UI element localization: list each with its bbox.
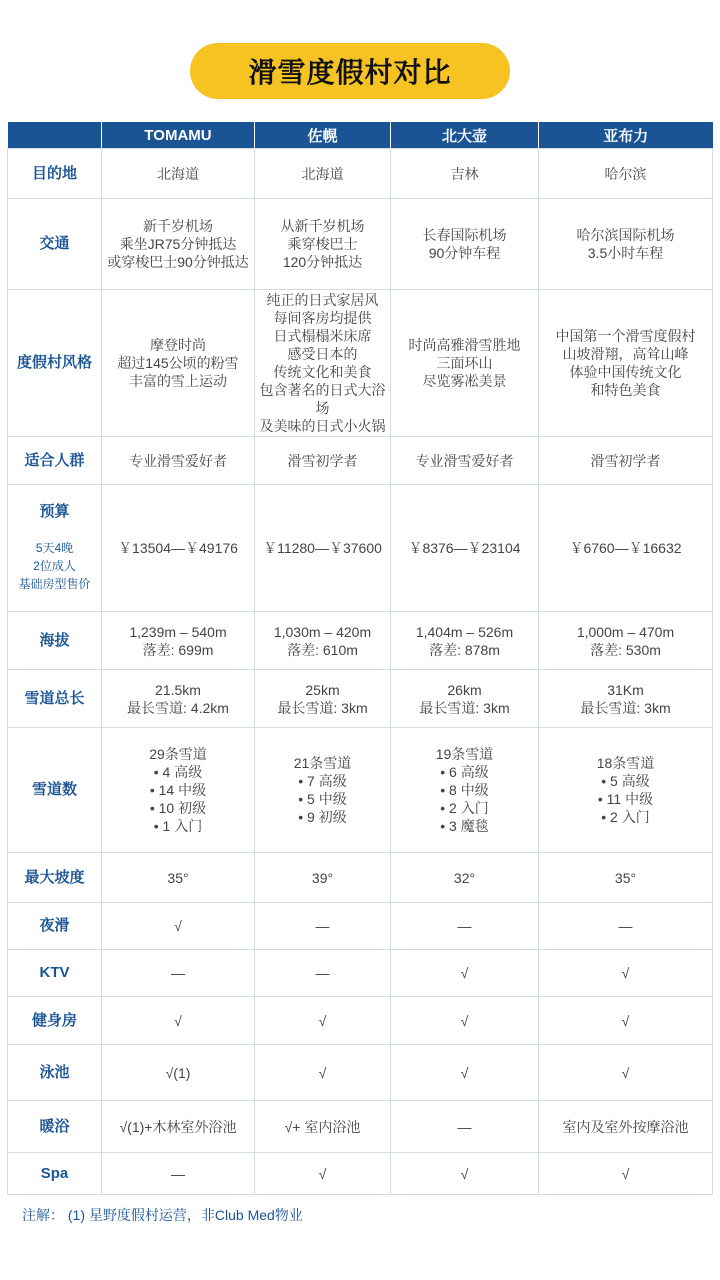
table-cell: 25km 最长雪道: 3km	[255, 670, 391, 728]
table-cell: 北海道	[255, 149, 391, 199]
table-cell: 21.5km 最长雪道: 4.2km	[102, 670, 255, 728]
header-resort: 北大壶	[391, 122, 539, 149]
table-row	[8, 853, 713, 903]
table-cell: 从新千岁机场 乘穿梭巴士 120分钟抵达	[255, 199, 391, 290]
table-cell: 21条雪道 • 7 高级 • 5 中级 • 9 初级	[255, 728, 391, 853]
row-label: 最大坡度	[8, 853, 102, 903]
table-cell: 专业滑雪爱好者	[391, 437, 539, 485]
table-cell: 室内及室外按摩浴池	[539, 1101, 713, 1153]
table-row	[8, 728, 713, 853]
row-label: 海拔	[8, 612, 102, 670]
table-cell: 滑雪初学者	[539, 437, 713, 485]
table-row	[8, 1153, 713, 1195]
table-cell: √	[391, 1045, 539, 1101]
header-resort: TOMAMU	[102, 122, 255, 149]
header-resort: 佐幌	[255, 122, 391, 149]
page-title: 滑雪度假村对比	[190, 43, 510, 99]
table-cell: √	[539, 997, 713, 1045]
row-label: 度假村风格	[8, 290, 102, 437]
table-cell: √	[539, 1153, 713, 1195]
row-label: 夜滑	[8, 903, 102, 950]
table-cell: 长春国际机场 90分钟车程	[391, 199, 539, 290]
table-row	[8, 437, 713, 485]
header-corner	[8, 122, 102, 149]
row-label-note: 5天4晚 2位成人 基础房型售价	[18, 541, 91, 591]
table-cell: √	[539, 1045, 713, 1101]
table-header-row	[8, 122, 713, 149]
table-cell: √	[391, 997, 539, 1045]
table-cell: 29条雪道 • 4 高级 • 14 中级 • 10 初级 • 1 入门	[102, 728, 255, 853]
table-cell: 1,000m – 470m 落差: 530m	[539, 612, 713, 670]
table-row	[8, 670, 713, 728]
row-label: Spa	[8, 1153, 102, 1195]
row-label: 预算	[39, 503, 70, 520]
table-cell: —	[539, 903, 713, 950]
table-cell: 18条雪道 • 5 高级 • 11 中级 • 2 入门	[539, 728, 713, 853]
table-cell: ￥6760—￥16632	[539, 485, 713, 612]
table-cell: 26km 最长雪道: 3km	[391, 670, 539, 728]
table-cell: √+ 室内浴池	[255, 1101, 391, 1153]
footnote: 注解： (1) 星野度假村运营，非Club Med物业	[22, 1207, 303, 1223]
table-cell: √	[255, 1045, 391, 1101]
row-label: 交通	[8, 199, 102, 290]
table-row	[8, 485, 713, 612]
table-cell: √(1)+木林室外浴池	[102, 1101, 255, 1153]
table-cell: 1,030m – 420m 落差: 610m	[255, 612, 391, 670]
table-cell: 时尚高雅滑雪胜地 三面环山 尽览雾凇美景	[391, 290, 539, 437]
row-label-budget	[8, 485, 102, 612]
table-cell: 35°	[539, 853, 713, 903]
table-cell: 39°	[255, 853, 391, 903]
table-row	[8, 903, 713, 950]
table-cell: 1,404m – 526m 落差: 878m	[391, 612, 539, 670]
table-cell: —	[255, 903, 391, 950]
table-cell: —	[255, 950, 391, 997]
row-label: 目的地	[8, 149, 102, 199]
table-cell: 35°	[102, 853, 255, 903]
table-cell: —	[102, 1153, 255, 1195]
table-cell: ￥8376—￥23104	[391, 485, 539, 612]
row-label: 雪道数	[8, 728, 102, 853]
table-row	[8, 997, 713, 1045]
table-cell: 31Km 最长雪道: 3km	[539, 670, 713, 728]
row-label: 健身房	[8, 997, 102, 1045]
table-cell: 新千岁机场 乘坐JR75分钟抵达 或穿梭巴士90分钟抵达	[102, 199, 255, 290]
table-row	[8, 149, 713, 199]
table-cell: √(1)	[102, 1045, 255, 1101]
table-cell: √	[391, 1153, 539, 1195]
table-cell: √	[255, 1153, 391, 1195]
table-cell: √	[102, 997, 255, 1045]
table-cell: 专业滑雪爱好者	[102, 437, 255, 485]
table-cell: 32°	[391, 853, 539, 903]
table-cell: ￥13504—￥49176	[102, 485, 255, 612]
table-row	[8, 1045, 713, 1101]
table-cell: —	[102, 950, 255, 997]
table-row	[8, 199, 713, 290]
table-cell: 纯正的日式家居风 每间客房均提供 日式榻榻米床席 感受日本的 传统文化和美食 包含著名的日式大浴场 及美味的日式小火锅	[255, 290, 391, 437]
table-cell: √	[255, 997, 391, 1045]
table-row	[8, 950, 713, 997]
table-row	[8, 290, 713, 437]
table-cell: ￥11280—￥37600	[255, 485, 391, 612]
table-cell: 哈尔滨	[539, 149, 713, 199]
table-cell: 吉林	[391, 149, 539, 199]
row-label: 适合人群	[8, 437, 102, 485]
table-row	[8, 612, 713, 670]
table-cell: √	[102, 903, 255, 950]
table-row	[8, 1101, 713, 1153]
table-cell: √	[539, 950, 713, 997]
table-cell: 滑雪初学者	[255, 437, 391, 485]
row-label: 暖浴	[8, 1101, 102, 1153]
table-cell: 1,239m – 540m 落差: 699m	[102, 612, 255, 670]
table-cell: 19条雪道 • 6 高级 • 8 中级 • 2 入门 • 3 魔毯	[391, 728, 539, 853]
table-cell: √	[391, 950, 539, 997]
table-cell: —	[391, 903, 539, 950]
table-cell: 中国第一个滑雪度假村 山坡滑翔，高耸山峰 体验中国传统文化 和特色美食	[539, 290, 713, 437]
comparison-table	[7, 122, 713, 1195]
header-resort: 亚布力	[539, 122, 713, 149]
table-cell: 哈尔滨国际机场 3.5小时车程	[539, 199, 713, 290]
row-label: 雪道总长	[8, 670, 102, 728]
row-label: KTV	[8, 950, 102, 997]
row-label: 泳池	[8, 1045, 102, 1101]
table-cell: 摩登时尚 超过145公顷的粉雪 丰富的雪上运动	[102, 290, 255, 437]
table-cell: —	[391, 1101, 539, 1153]
table-cell: 北海道	[102, 149, 255, 199]
